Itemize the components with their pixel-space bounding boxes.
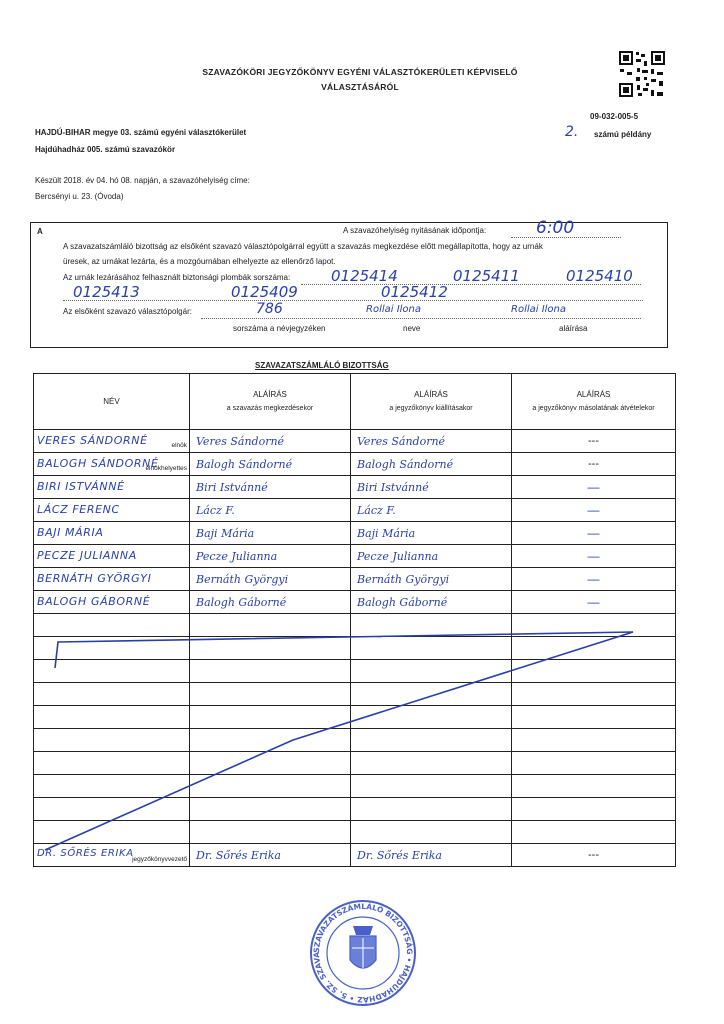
member-name-cell bbox=[34, 568, 190, 591]
member-sig-report: Pecze Julianna bbox=[351, 545, 512, 568]
member-name-cell bbox=[34, 476, 190, 499]
member-sig-copy: --- bbox=[512, 453, 676, 476]
made-line: Készült 2018. év 04. hó 08. napján, a szavazóhelyiség címe: bbox=[35, 176, 250, 185]
table-row bbox=[34, 453, 676, 476]
member-sig-report: Bernáth Györgyi bbox=[351, 568, 512, 591]
caption-name: neve bbox=[403, 324, 421, 333]
member-role: elnök bbox=[171, 442, 187, 449]
header-sig-report: ALÁÍRÁS a jegyzőkönyv kiállításakor bbox=[351, 374, 512, 430]
member-sig-report: Biri Istvánné bbox=[351, 476, 512, 499]
member-sig-start: Balogh Gáborné bbox=[190, 591, 351, 614]
member-name: LÁCZ FERENC bbox=[37, 503, 120, 516]
table-row bbox=[34, 522, 676, 545]
seal-number: 0125413 bbox=[73, 283, 140, 301]
document-title: SZAVAZÓKÖRI JEGYZŐKÖNYV EGYÉNI VÁLASZTÓKERÜLETI KÉPVISELŐ bbox=[202, 67, 518, 77]
member-sig-report: Lácz F. bbox=[351, 499, 512, 522]
member-sig-copy: — bbox=[512, 568, 676, 591]
seals-label: Az urnák lezárásához felhasznált biztonsági plombák sorszáma: bbox=[63, 273, 291, 282]
table-row bbox=[34, 476, 676, 499]
caption-number: sorszáma a névjegyzéken bbox=[233, 324, 326, 333]
member-name: BAJI MÁRIA bbox=[37, 526, 104, 539]
member-sig-copy: --- bbox=[512, 430, 676, 453]
first-voter-signature: Rollai Ilona bbox=[511, 304, 567, 315]
member-name: BALOGH SÁNDORNÉ bbox=[37, 457, 159, 470]
member-role: elnökhelyettes bbox=[145, 465, 187, 472]
document-code: 09-032-005-5 bbox=[590, 112, 639, 121]
strike-through-mark bbox=[33, 620, 673, 870]
clerk-role: jegyzőkönyvvezető bbox=[132, 856, 187, 863]
member-name-cell bbox=[34, 591, 190, 614]
member-sig-start: Pecze Julianna bbox=[190, 545, 351, 568]
first-voter-name: Rollai Ilona bbox=[366, 304, 422, 315]
member-name-cell bbox=[34, 453, 190, 476]
opening-time: 6:00 bbox=[536, 218, 575, 238]
member-sig-copy: — bbox=[512, 591, 676, 614]
seal-number: 0125412 bbox=[381, 283, 448, 301]
section-a-paragraph-2: üresek, az urnákat lezárta, és a mozgóurnában elhelyezte az ellenőrző lapot. bbox=[63, 257, 336, 266]
seal-number: 0125410 bbox=[566, 267, 633, 285]
header-sig-start: ALÁÍRÁS a szavazás megkezdésekor bbox=[190, 374, 351, 430]
member-sig-report: Veres Sándorné bbox=[351, 430, 512, 453]
member-name: BERNÁTH GYÖRGYI bbox=[37, 572, 152, 585]
member-sig-start: Biri Istvánné bbox=[190, 476, 351, 499]
member-name-cell bbox=[34, 430, 190, 453]
member-sig-start: Balogh Sándorné bbox=[190, 453, 351, 476]
member-name: BALOGH GÁBORNÉ bbox=[37, 595, 151, 608]
district-line: HAJDÚ-BIHAR megye 03. számú egyéni választókerület bbox=[35, 128, 247, 137]
clerk-sig-report: Dr. Sőrés Erika bbox=[351, 844, 512, 867]
member-name: VERES SÁNDORNÉ bbox=[37, 434, 148, 447]
member-sig-report: Baji Mária bbox=[351, 522, 512, 545]
member-sig-start: Baji Mária bbox=[190, 522, 351, 545]
clerk-sig-copy: --- bbox=[512, 844, 676, 867]
section-a-paragraph-1: A szavazatszámláló bizottság az elsőként szavazó választópolgárral együtt a szavazás megkezdése előtt megállapította, hogy az urnák bbox=[63, 242, 543, 251]
caption-signature: aláírása bbox=[559, 324, 588, 333]
section-a-label: A bbox=[37, 227, 43, 236]
seal-number: 0125409 bbox=[231, 283, 298, 301]
clerk-name: DR. SŐRÉS ERIKA bbox=[37, 848, 134, 859]
table-row bbox=[34, 545, 676, 568]
precinct-line: Hajdúhadház 005. számú szavazókör bbox=[35, 145, 176, 154]
member-name-cell bbox=[34, 499, 190, 522]
qr-code bbox=[618, 50, 666, 98]
section-a-box bbox=[30, 218, 668, 348]
member-sig-report: Balogh Gáborné bbox=[351, 591, 512, 614]
official-stamp bbox=[308, 898, 418, 1008]
member-sig-copy: — bbox=[512, 499, 676, 522]
header-name: NÉV bbox=[34, 374, 190, 430]
member-sig-report: Balogh Sándorné bbox=[351, 453, 512, 476]
document-title-line2: VÁLASZTÁSÁRÓL bbox=[321, 82, 399, 92]
clerk-sig-start: Dr. Sőrés Erika bbox=[190, 844, 351, 867]
address: Bercsényi u. 23. (Óvoda) bbox=[35, 192, 124, 201]
member-name: PECZE JULIANNA bbox=[37, 549, 137, 562]
member-name: BIRI ISTVÁNNÉ bbox=[37, 480, 125, 493]
member-sig-copy: — bbox=[512, 522, 676, 545]
stamp-text: SZAVAZATSZÁMLÁLÓ BIZOTTSÁG • HAJDÚHADHÁZ • 5. SZ. SZAVA bbox=[311, 901, 415, 1005]
member-name-cell bbox=[34, 545, 190, 568]
committee-title: SZAVAZATSZÁMLÁLÓ BIZOTTSÁG bbox=[255, 361, 389, 370]
table-row bbox=[34, 430, 676, 453]
seal-number: 0125411 bbox=[453, 267, 520, 285]
seal-number: 0125414 bbox=[331, 267, 398, 285]
member-sig-start: Veres Sándorné bbox=[190, 430, 351, 453]
table-row bbox=[34, 591, 676, 614]
table-row bbox=[34, 499, 676, 522]
copy-label: számú példány bbox=[594, 130, 652, 139]
header-sig-copy: ALÁÍRÁS a jegyzőkönyv másolatának átvételekor bbox=[512, 374, 676, 430]
table-row bbox=[34, 568, 676, 591]
member-sig-start: Lácz F. bbox=[190, 499, 351, 522]
first-voter-number: 786 bbox=[256, 301, 283, 317]
member-sig-copy: — bbox=[512, 545, 676, 568]
first-voter-label: Az elsőként szavazó választópolgár: bbox=[63, 307, 192, 316]
member-name-cell bbox=[34, 522, 190, 545]
copy-number: 2. bbox=[565, 124, 579, 140]
member-sig-copy: — bbox=[512, 476, 676, 499]
opening-time-label: A szavazóhelyiség nyitásának időpontja: bbox=[343, 226, 487, 235]
member-sig-start: Bernáth Györgyi bbox=[190, 568, 351, 591]
